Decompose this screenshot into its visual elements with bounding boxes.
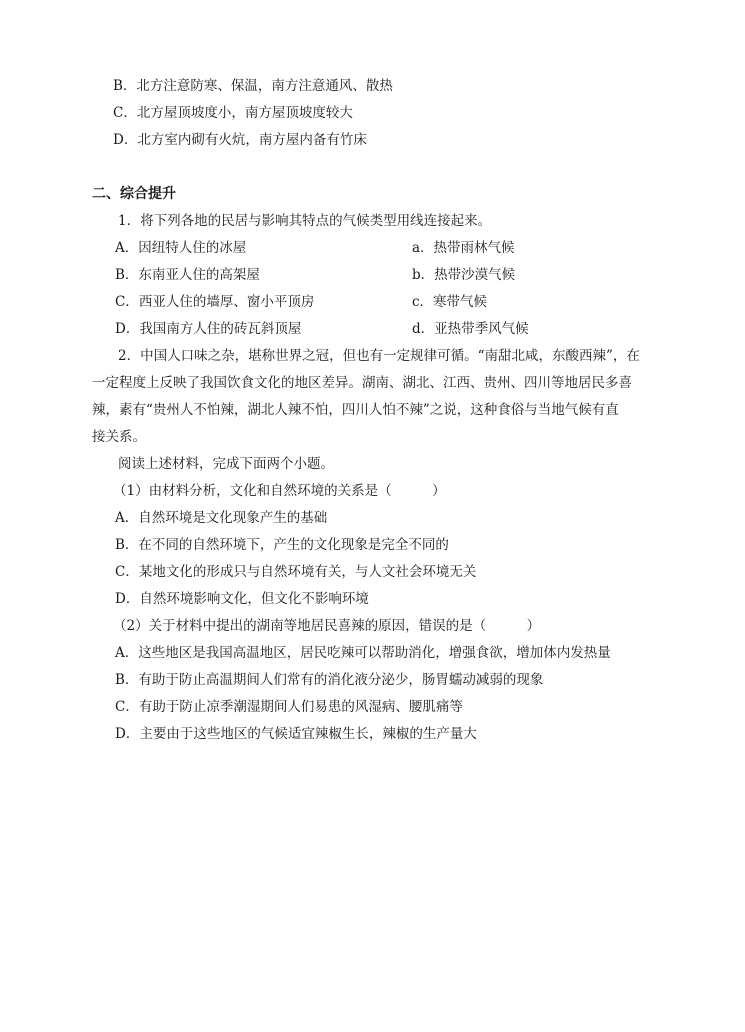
q2-sub1-option-d: D．自然环境影响文化，但文化不影响环境 bbox=[115, 591, 369, 607]
q2-sub1-stem: （1）由材料分析，文化和自然环境的关系是（ ） bbox=[113, 483, 446, 499]
q1-right-c: c．寒带气候 bbox=[412, 294, 488, 310]
q2-sub1-option-c: C．某地文化的形成只与自然环境有关，与人文社会环境无关 bbox=[115, 564, 477, 580]
q1-right-d: d．亚热带季风气候 bbox=[412, 321, 529, 337]
q1-left-c: C．西亚人住的墙厚、窗小平顶房 bbox=[115, 294, 315, 310]
q2-sub2-option-b: B．有助于防止高温期间人们常有的消化液分泌少，肠胃蠕动减弱的现象 bbox=[115, 672, 544, 688]
q1-right-a: a．热带雨林气候 bbox=[412, 240, 515, 256]
q2-sub2-stem: （2）关于材料中提出的湖南等地居民喜辣的原因，错误的是（ ） bbox=[113, 618, 541, 634]
q2-stem-line-2: 一定程度上反映了我国饮食文化的地区差异。湖南、湖北、江西、贵州、四川等地居民多喜 bbox=[92, 375, 632, 391]
q2-sub2-option-a: A．这些地区是我国高温地区，居民吃辣可以帮助消化，增强食欲，增加体内发热量 bbox=[115, 645, 611, 661]
top-option-c: C．北方屋顶坡度小，南方屋顶坡度较大 bbox=[113, 105, 353, 121]
q1-left-b: B．东南亚人住的高架屋 bbox=[115, 267, 260, 283]
q1-right-b: b．热带沙漠气候 bbox=[412, 267, 516, 283]
section-title: 二、综合提升 bbox=[92, 186, 176, 202]
q2-stem-line-1: 2．中国人口味之杂，堪称世界之冠，但也有一定规律可循。“南甜北咸，东酸西辣”，在 bbox=[118, 348, 640, 364]
q2-instruction: 阅读上述材料，完成下面两个小题。 bbox=[118, 456, 334, 472]
q2-stem-line-3: 辣，素有“贵州人不怕辣，湖北人辣不怕，四川人怕不辣”之说，这种食俗与当地气候有直 bbox=[92, 402, 619, 418]
q2-sub2-option-c: C．有助于防止凉季潮湿期间人们易患的风湿病、腰肌痛等 bbox=[115, 699, 463, 715]
q2-sub1-option-a: A．自然环境是文化现象产生的基础 bbox=[115, 510, 328, 526]
q2-sub2-option-d: D．主要由于这些地区的气候适宜辣椒生长，辣椒的生产量大 bbox=[115, 726, 477, 742]
q1-left-d: D．我国南方人住的砖瓦斜顶屋 bbox=[115, 321, 302, 337]
q1-stem: 1．将下列各地的民居与影响其特点的气候类型用线连接起来。 bbox=[118, 213, 492, 229]
q2-stem-line-4: 接关系。 bbox=[92, 429, 146, 445]
q2-sub1-option-b: B．在不同的自然环境下，产生的文化现象是完全不同的 bbox=[115, 537, 449, 553]
top-option-d: D．北方室内砌有火炕，南方屋内备有竹床 bbox=[113, 132, 367, 148]
top-option-b: B．北方注意防寒、保温，南方注意通风、散热 bbox=[113, 78, 393, 94]
q1-left-a: A．因纽特人住的冰屋 bbox=[115, 240, 247, 256]
